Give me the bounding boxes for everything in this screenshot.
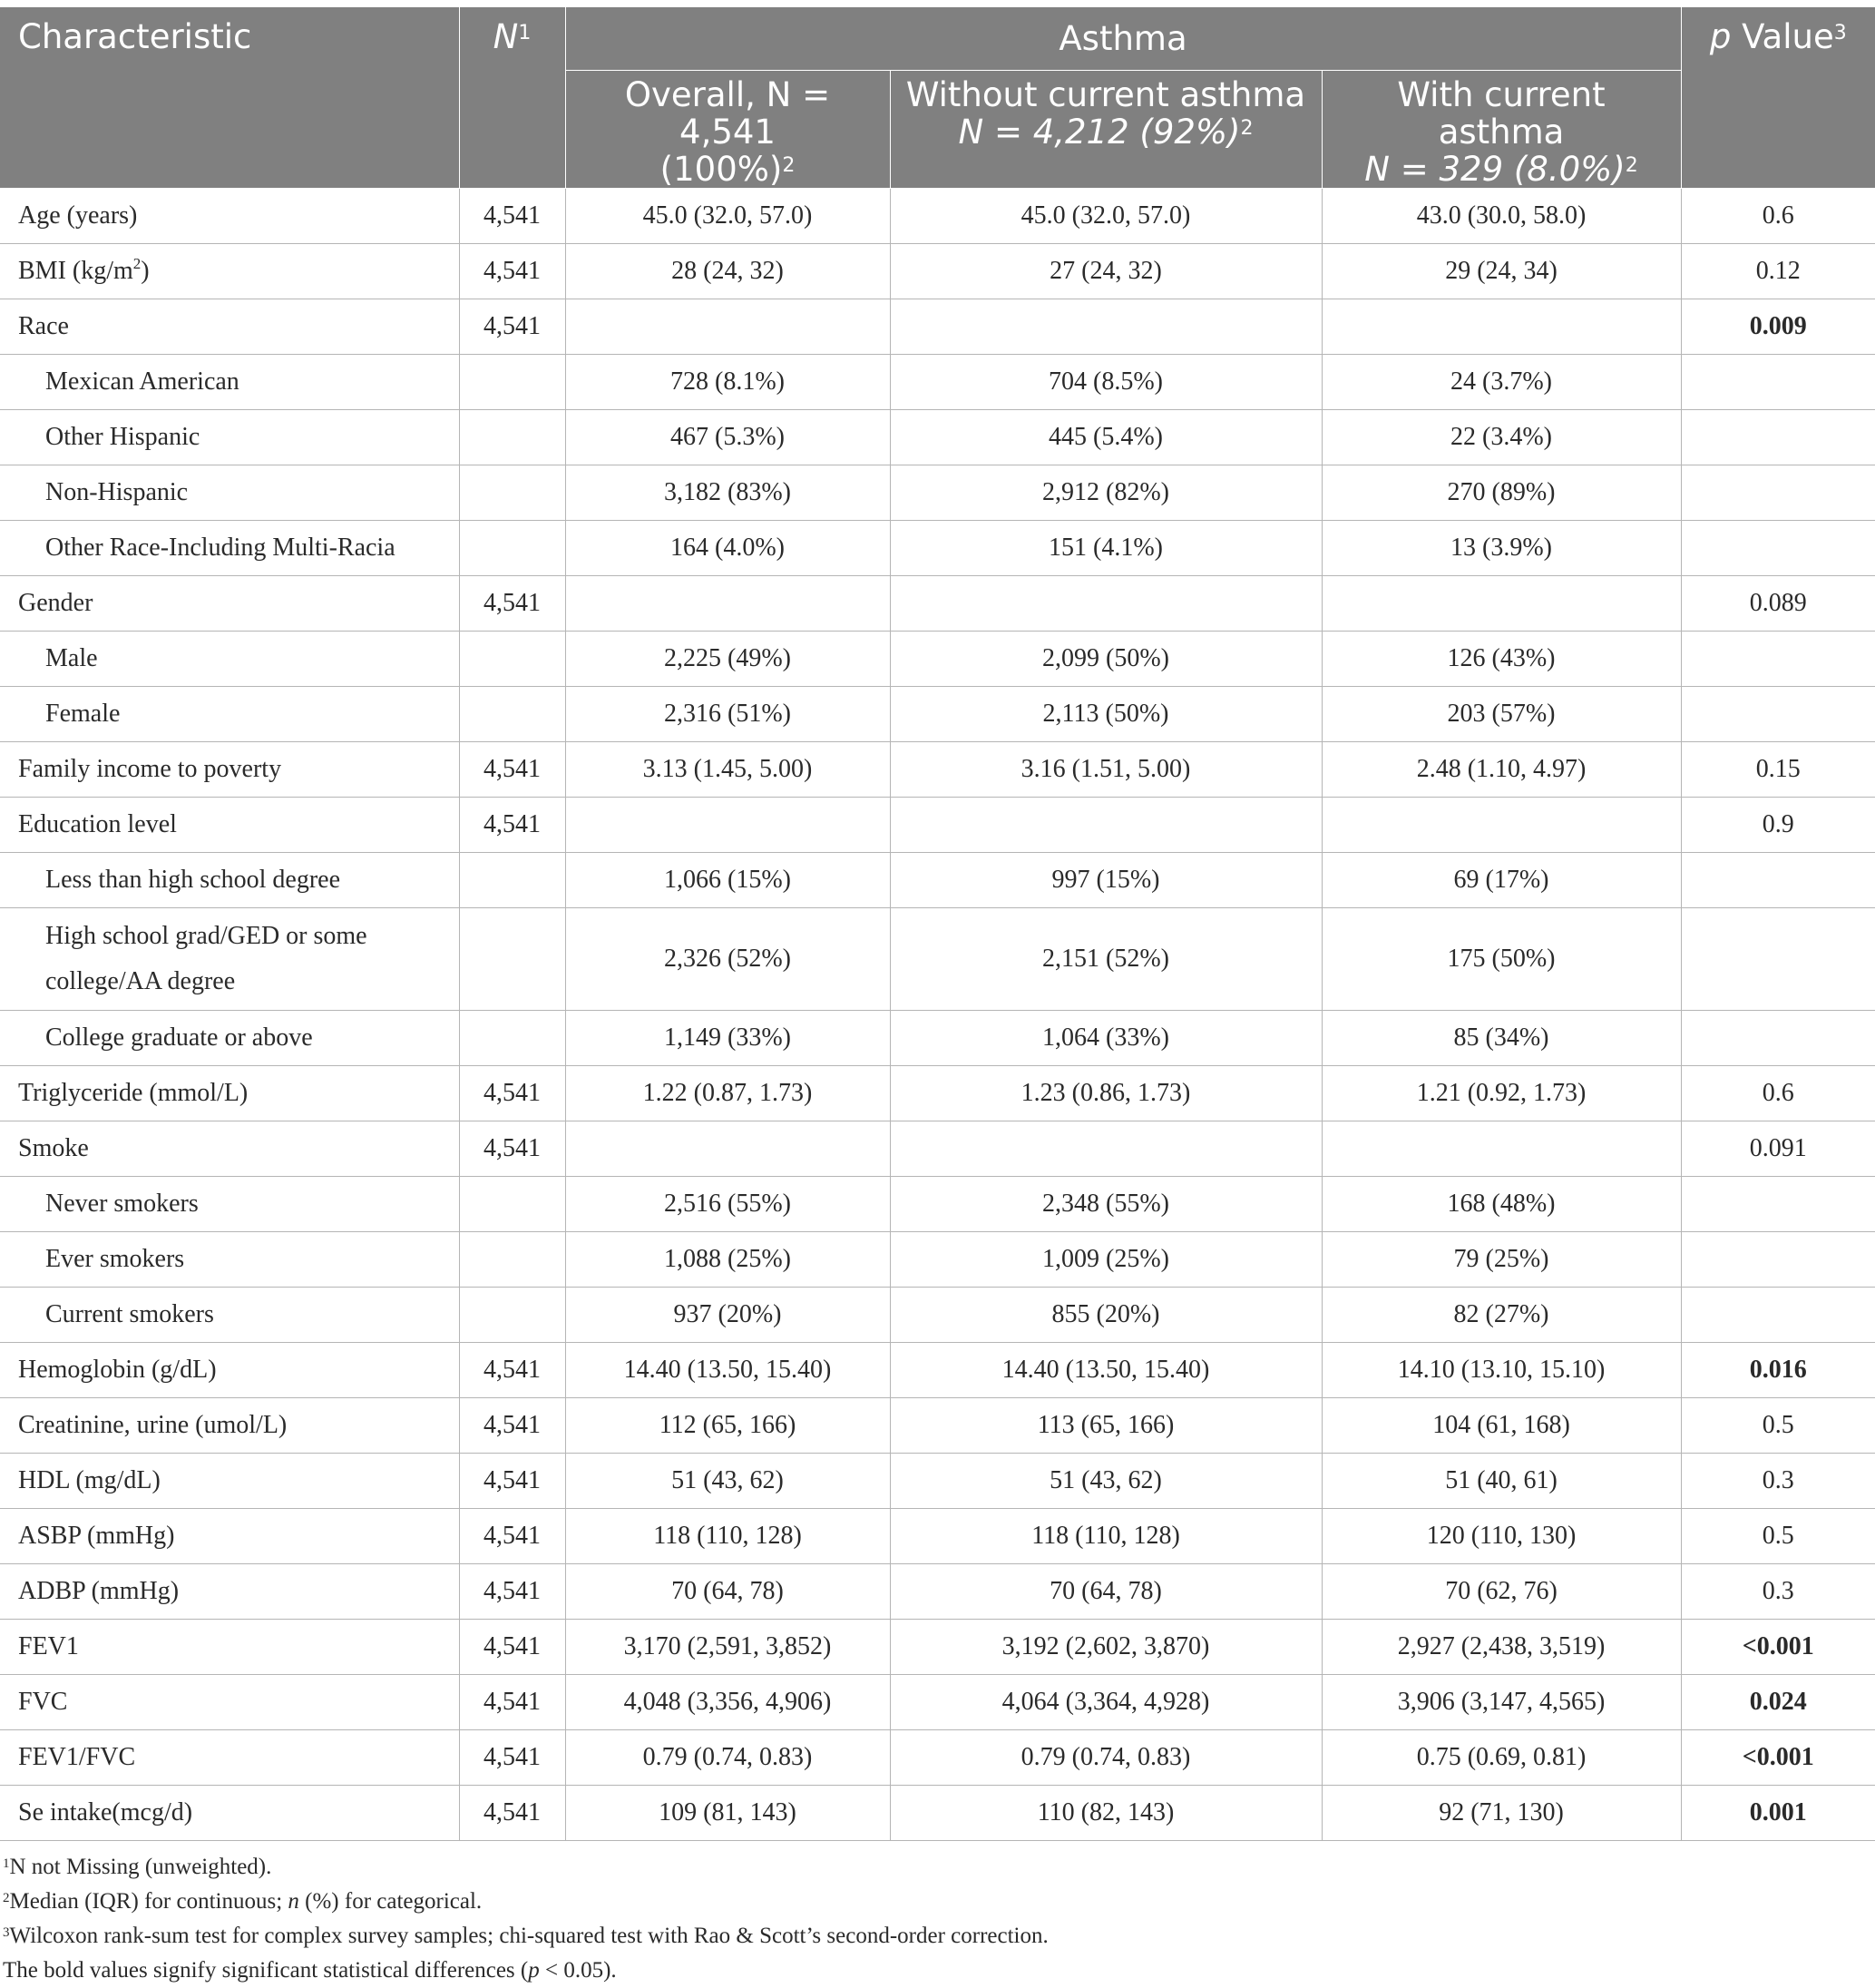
row-label: Current smokers <box>0 1287 459 1342</box>
cell-n: 4,541 <box>459 188 565 243</box>
cell-without-asthma: 2,151 (52%) <box>890 907 1322 1010</box>
cell-p-value: 0.12 <box>1681 243 1875 299</box>
cell-with-asthma: 2.48 (1.10, 4.97) <box>1322 741 1681 797</box>
header-n: $N^1$ <box>459 7 565 188</box>
cell-with-asthma: 175 (50%) <box>1322 907 1681 1010</box>
header-asthma: Asthma <box>565 7 1681 70</box>
table-subrow <box>0 686 1875 741</box>
row-label: Gender <box>0 575 459 631</box>
cell-without-asthma <box>890 1121 1322 1176</box>
cell-p-value <box>1681 520 1875 575</box>
table-row <box>0 1785 1875 1840</box>
table-subrow <box>0 354 1875 409</box>
table-row <box>0 1121 1875 1176</box>
cell-n: 4,541 <box>459 243 565 299</box>
cell-n: 4,541 <box>459 299 565 354</box>
cell-n <box>459 1010 565 1065</box>
cell-p-value <box>1681 1287 1875 1342</box>
table-subrow <box>0 907 1875 1010</box>
footnotes <box>0 1850 1875 1988</box>
cell-p-value <box>1681 1010 1875 1065</box>
cell-overall: 467 (5.3%) <box>565 409 890 465</box>
row-label: Other Race-Including Multi-Racia <box>0 520 459 575</box>
table-row <box>0 1065 1875 1121</box>
row-label: College graduate or above <box>0 1010 459 1065</box>
cell-n: 4,541 <box>459 1785 565 1840</box>
table-row <box>0 243 1875 299</box>
cell-overall: 1,149 (33%) <box>565 1010 890 1065</box>
cell-n <box>459 354 565 409</box>
row-label: Male <box>0 631 459 686</box>
cell-without-asthma: 1.23 (0.86, 1.73) <box>890 1065 1322 1121</box>
cell-p-value: 0.15 <box>1681 741 1875 797</box>
cell-with-asthma: 92 (71, 130) <box>1322 1785 1681 1840</box>
cell-overall: 3,182 (83%) <box>565 465 890 520</box>
footnote: $^3$Wilcoxon rank-sum test for complex survey samples; chi-squared test with Rao & Scott’s second-order correction. <box>3 1923 1049 1948</box>
row-label: Race <box>0 299 459 354</box>
table-row <box>0 188 1875 243</box>
characteristics-table <box>0 7 1875 1841</box>
cell-p-value <box>1681 1176 1875 1231</box>
cell-n: 4,541 <box>459 1453 565 1508</box>
cell-without-asthma: 2,348 (55%) <box>890 1176 1322 1231</box>
cell-with-asthma: 69 (17%) <box>1322 852 1681 907</box>
cell-with-asthma <box>1322 797 1681 852</box>
cell-overall: 1.22 (0.87, 1.73) <box>565 1065 890 1121</box>
cell-overall: 1,088 (25%) <box>565 1231 890 1287</box>
cell-p-value: 0.9 <box>1681 797 1875 852</box>
row-label: FEV1 <box>0 1619 459 1674</box>
cell-n: 4,541 <box>459 1508 565 1563</box>
cell-without-asthma: 113 (65, 166) <box>890 1397 1322 1453</box>
cell-n <box>459 1287 565 1342</box>
table-subrow <box>0 631 1875 686</box>
cell-p-value <box>1681 686 1875 741</box>
row-label: Se intake(mcg/d) <box>0 1785 459 1840</box>
cell-p-value: <0.001 <box>1681 1619 1875 1674</box>
row-label: Smoke <box>0 1121 459 1176</box>
cell-with-asthma: 104 (61, 168) <box>1322 1397 1681 1453</box>
cell-n <box>459 686 565 741</box>
cell-n: 4,541 <box>459 1065 565 1121</box>
cell-without-asthma: 110 (82, 143) <box>890 1785 1322 1840</box>
cell-overall: 118 (110, 128) <box>565 1508 890 1563</box>
cell-with-asthma: 13 (3.9%) <box>1322 520 1681 575</box>
cell-overall: 2,516 (55%) <box>565 1176 890 1231</box>
cell-n: 4,541 <box>459 1729 565 1785</box>
cell-p-value <box>1681 409 1875 465</box>
cell-p-value: 0.5 <box>1681 1397 1875 1453</box>
cell-p-value: 0.5 <box>1681 1508 1875 1563</box>
cell-without-asthma <box>890 299 1322 354</box>
table-row <box>0 1729 1875 1785</box>
footnote: $^1$N not Missing (unweighted). <box>3 1854 272 1879</box>
cell-overall: 1,066 (15%) <box>565 852 890 907</box>
cell-overall <box>565 1121 890 1176</box>
table-subrow <box>0 409 1875 465</box>
cell-overall: 112 (65, 166) <box>565 1397 890 1453</box>
cell-with-asthma <box>1322 575 1681 631</box>
row-label: Female <box>0 686 459 741</box>
cell-with-asthma: 22 (3.4%) <box>1322 409 1681 465</box>
table-row <box>0 1453 1875 1508</box>
cell-with-asthma: 0.75 (0.69, 0.81) <box>1322 1729 1681 1785</box>
footnote: $^2$Median (IQR) for continuous; n (%) for categorical. <box>3 1888 483 1914</box>
cell-n <box>459 520 565 575</box>
cell-overall: 3.13 (1.45, 5.00) <box>565 741 890 797</box>
cell-overall: 14.40 (13.50, 15.40) <box>565 1342 890 1397</box>
cell-with-asthma: 2,927 (2,438, 3,519) <box>1322 1619 1681 1674</box>
cell-overall: 2,326 (52%) <box>565 907 890 1010</box>
cell-with-asthma <box>1322 1121 1681 1176</box>
cell-without-asthma: 3,192 (2,602, 3,870) <box>890 1619 1322 1674</box>
cell-overall: 109 (81, 143) <box>565 1785 890 1840</box>
cell-n: 4,541 <box>459 1674 565 1729</box>
cell-without-asthma: 70 (64, 78) <box>890 1563 1322 1619</box>
table-row <box>0 797 1875 852</box>
cell-without-asthma: 14.40 (13.50, 15.40) <box>890 1342 1322 1397</box>
cell-without-asthma: 2,912 (82%) <box>890 465 1322 520</box>
cell-p-value: 0.016 <box>1681 1342 1875 1397</box>
cell-n: 4,541 <box>459 575 565 631</box>
cell-overall: 164 (4.0%) <box>565 520 890 575</box>
cell-with-asthma: 120 (110, 130) <box>1322 1508 1681 1563</box>
cell-p-value: 0.024 <box>1681 1674 1875 1729</box>
cell-with-asthma: 270 (89%) <box>1322 465 1681 520</box>
table-subrow <box>0 1287 1875 1342</box>
table-header <box>0 7 1875 188</box>
cell-overall <box>565 797 890 852</box>
cell-n <box>459 465 565 520</box>
cell-overall: 2,316 (51%) <box>565 686 890 741</box>
table-container <box>0 7 1875 1988</box>
cell-n: 4,541 <box>459 797 565 852</box>
cell-overall <box>565 575 890 631</box>
cell-n <box>459 907 565 1010</box>
cell-p-value: <0.001 <box>1681 1729 1875 1785</box>
row-label: FVC <box>0 1674 459 1729</box>
row-label: Education level <box>0 797 459 852</box>
cell-overall: 3,170 (2,591, 3,852) <box>565 1619 890 1674</box>
row-label: Never smokers <box>0 1176 459 1231</box>
row-label: BMI $(kg/m^2)$ <box>0 243 459 299</box>
cell-p-value: 0.001 <box>1681 1785 1875 1840</box>
cell-without-asthma: 445 (5.4%) <box>890 409 1322 465</box>
table-row <box>0 741 1875 797</box>
cell-with-asthma: 79 (25%) <box>1322 1231 1681 1287</box>
cell-overall: 70 (64, 78) <box>565 1563 890 1619</box>
row-label: FEV1/FVC <box>0 1729 459 1785</box>
row-label: High school grad/GED or some college/AA degree <box>0 907 459 1010</box>
cell-without-asthma: 27 (24, 32) <box>890 243 1322 299</box>
cell-without-asthma: 45.0 (32.0, 57.0) <box>890 188 1322 243</box>
table-subrow <box>0 1010 1875 1065</box>
cell-overall: 937 (20%) <box>565 1287 890 1342</box>
cell-n <box>459 1176 565 1231</box>
header-characteristic: Characteristic <box>0 7 459 188</box>
footnote: The bold values signify significant statistical differences (p < 0.05). <box>3 1957 617 1983</box>
cell-p-value: 0.009 <box>1681 299 1875 354</box>
table-subrow <box>0 1176 1875 1231</box>
cell-with-asthma: 29 (24, 34) <box>1322 243 1681 299</box>
cell-with-asthma: 126 (43%) <box>1322 631 1681 686</box>
table-subrow <box>0 520 1875 575</box>
cell-with-asthma: 3,906 (3,147, 4,565) <box>1322 1674 1681 1729</box>
cell-with-asthma: 168 (48%) <box>1322 1176 1681 1231</box>
table-subrow <box>0 852 1875 907</box>
table-subrow <box>0 1231 1875 1287</box>
cell-without-asthma: 151 (4.1%) <box>890 520 1322 575</box>
header-overall: Overall, N = 4,541 $(100\%)^2$ <box>565 70 890 188</box>
row-label: Ever smokers <box>0 1231 459 1287</box>
cell-overall: 728 (8.1%) <box>565 354 890 409</box>
table-row <box>0 1342 1875 1397</box>
cell-p-value: 0.6 <box>1681 188 1875 243</box>
table-row <box>0 1508 1875 1563</box>
cell-without-asthma <box>890 797 1322 852</box>
header-with-current-asthma: With current asthma N = 329 $(8.0\%)^2$ <box>1322 70 1681 188</box>
cell-without-asthma: 1,009 (25%) <box>890 1231 1322 1287</box>
header-p-value: p Value$^3$ <box>1681 7 1875 188</box>
cell-with-asthma: 1.21 (0.92, 1.73) <box>1322 1065 1681 1121</box>
cell-with-asthma: 14.10 (13.10, 15.10) <box>1322 1342 1681 1397</box>
cell-overall <box>565 299 890 354</box>
cell-with-asthma <box>1322 299 1681 354</box>
cell-p-value <box>1681 465 1875 520</box>
cell-without-asthma: 118 (110, 128) <box>890 1508 1322 1563</box>
cell-p-value <box>1681 907 1875 1010</box>
cell-without-asthma: 3.16 (1.51, 5.00) <box>890 741 1322 797</box>
cell-without-asthma: 0.79 (0.74, 0.83) <box>890 1729 1322 1785</box>
cell-with-asthma: 24 (3.7%) <box>1322 354 1681 409</box>
cell-overall: 45.0 (32.0, 57.0) <box>565 188 890 243</box>
cell-n <box>459 409 565 465</box>
cell-p-value: 0.3 <box>1681 1563 1875 1619</box>
cell-with-asthma: 203 (57%) <box>1322 686 1681 741</box>
row-label: Family income to poverty <box>0 741 459 797</box>
row-label: Non-Hispanic <box>0 465 459 520</box>
header-without-current-asthma: Without current asthma N = 4,212 $(92\%)^2$ <box>890 70 1322 188</box>
table-row <box>0 575 1875 631</box>
cell-with-asthma: 70 (62, 76) <box>1322 1563 1681 1619</box>
cell-without-asthma: 51 (43, 62) <box>890 1453 1322 1508</box>
cell-overall: 0.79 (0.74, 0.83) <box>565 1729 890 1785</box>
row-label: Creatinine, urine (umol/L) <box>0 1397 459 1453</box>
table-row <box>0 1619 1875 1674</box>
table-body <box>0 188 1875 1840</box>
cell-without-asthma: 704 (8.5%) <box>890 354 1322 409</box>
cell-p-value: 0.6 <box>1681 1065 1875 1121</box>
row-label: ASBP (mmHg) <box>0 1508 459 1563</box>
table-row <box>0 1397 1875 1453</box>
cell-without-asthma: 2,113 (50%) <box>890 686 1322 741</box>
cell-without-asthma <box>890 575 1322 631</box>
cell-overall: 2,225 (49%) <box>565 631 890 686</box>
cell-with-asthma: 51 (40, 61) <box>1322 1453 1681 1508</box>
cell-n: 4,541 <box>459 1121 565 1176</box>
cell-overall: 51 (43, 62) <box>565 1453 890 1508</box>
cell-p-value: 0.3 <box>1681 1453 1875 1508</box>
cell-n <box>459 1231 565 1287</box>
row-label: Other Hispanic <box>0 409 459 465</box>
cell-n <box>459 852 565 907</box>
cell-without-asthma: 997 (15%) <box>890 852 1322 907</box>
row-label: Hemoglobin (g/dL) <box>0 1342 459 1397</box>
cell-p-value <box>1681 631 1875 686</box>
table-subrow <box>0 465 1875 520</box>
cell-n: 4,541 <box>459 741 565 797</box>
cell-n: 4,541 <box>459 1563 565 1619</box>
table-row <box>0 1674 1875 1729</box>
table-row <box>0 299 1875 354</box>
row-label: ADBP (mmHg) <box>0 1563 459 1619</box>
row-label: Triglyceride (mmol/L) <box>0 1065 459 1121</box>
cell-n: 4,541 <box>459 1619 565 1674</box>
row-label: Less than high school degree <box>0 852 459 907</box>
cell-without-asthma: 2,099 (50%) <box>890 631 1322 686</box>
cell-p-value: 0.089 <box>1681 575 1875 631</box>
cell-p-value <box>1681 1231 1875 1287</box>
cell-overall: 28 (24, 32) <box>565 243 890 299</box>
table-row <box>0 1563 1875 1619</box>
cell-with-asthma: 82 (27%) <box>1322 1287 1681 1342</box>
row-label: Age (years) <box>0 188 459 243</box>
cell-overall: 4,048 (3,356, 4,906) <box>565 1674 890 1729</box>
cell-without-asthma: 1,064 (33%) <box>890 1010 1322 1065</box>
row-label: HDL (mg/dL) <box>0 1453 459 1508</box>
cell-with-asthma: 85 (34%) <box>1322 1010 1681 1065</box>
cell-n <box>459 631 565 686</box>
cell-n: 4,541 <box>459 1342 565 1397</box>
cell-with-asthma: 43.0 (30.0, 58.0) <box>1322 188 1681 243</box>
cell-without-asthma: 4,064 (3,364, 4,928) <box>890 1674 1322 1729</box>
cell-p-value <box>1681 852 1875 907</box>
row-label: Mexican American <box>0 354 459 409</box>
cell-p-value: 0.091 <box>1681 1121 1875 1176</box>
cell-n: 4,541 <box>459 1397 565 1453</box>
cell-p-value <box>1681 354 1875 409</box>
cell-without-asthma: 855 (20%) <box>890 1287 1322 1342</box>
